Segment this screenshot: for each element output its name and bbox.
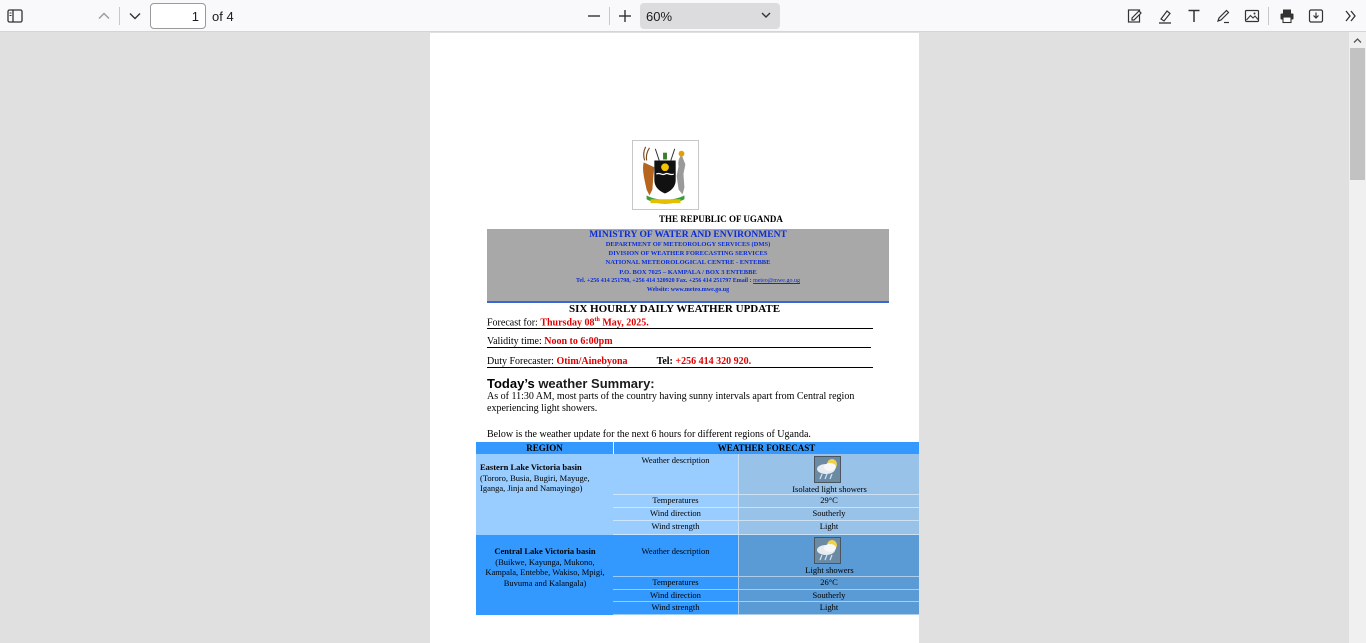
wind-direction-value: Southerly — [738, 508, 919, 521]
weather-description-cell — [738, 454, 919, 495]
tel-value: +256 414 320 920. — [675, 356, 752, 367]
centre-name: NATIONAL METEOROLOGICAL CENTRE - ENTEBBE — [605, 259, 771, 267]
postal-address: P.O. BOX 7025 – KAMPALA / BOX 3 ENTEBBE — [619, 268, 757, 276]
draw-icon[interactable] — [1211, 4, 1235, 28]
print-icon[interactable] — [1275, 4, 1299, 28]
summary-heading — [487, 376, 655, 391]
pdf-page — [430, 33, 919, 643]
below-text: Below is the weather update for the next 6 hours for different regions of Uganda. — [487, 429, 811, 440]
validity-field — [487, 336, 871, 348]
region-areas: (Tororo, Busia, Bugiri, Mayuge, Iganga, Jinja and Namayingo) — [480, 472, 590, 493]
weather-description-label: Weather description — [613, 454, 738, 495]
ministry-header-block — [487, 229, 889, 303]
temperatures-label: Temperatures — [613, 577, 738, 590]
zoom-in-icon[interactable] — [613, 4, 637, 28]
wind-strength-value: Light — [738, 602, 919, 615]
email-link[interactable]: meteo@mwe.go.ug — [753, 277, 800, 284]
region-block-central — [476, 535, 919, 615]
coat-of-arms-logo — [632, 140, 699, 210]
summary-heading-b: weather Summary: — [538, 376, 655, 391]
zoom-select[interactable] — [640, 3, 780, 29]
image-icon[interactable] — [1240, 4, 1264, 28]
forecast-for-label: Forecast for: — [487, 317, 538, 329]
validity-value: Noon to 6:00pm — [544, 336, 613, 347]
chevron-down-icon[interactable] — [123, 4, 147, 28]
summary-heading-a: Today’s — [487, 376, 535, 391]
contact-phones: Tel. +256 414 251798, +256 414 320920 Fax. +256 414 251797 Email : — [576, 277, 752, 284]
highlight-icon[interactable] — [1153, 4, 1177, 28]
toolbar-separator — [1268, 7, 1269, 25]
wind-direction-value: Southerly — [738, 590, 919, 602]
wind-direction-label: Wind direction — [613, 590, 738, 602]
region-cell — [476, 454, 613, 535]
region-cell — [476, 535, 613, 615]
temperature-value: 29°C — [738, 495, 919, 508]
contact-line — [487, 277, 889, 286]
chevron-down-icon — [760, 9, 772, 21]
duty-label: Duty Forecaster: — [487, 356, 554, 367]
wind-strength-value: Light — [738, 521, 919, 535]
region-name: Central Lake Victoria basin — [494, 546, 596, 556]
division-name: DIVISION OF WEATHER FORECASTING SERVICES — [608, 250, 768, 258]
rain-cloud-icon — [814, 456, 841, 483]
forecast-for-day: Thursday 08 — [540, 317, 595, 329]
region-block-eastern — [476, 454, 919, 535]
forecast-for-sup: th — [594, 317, 600, 323]
header-region: REGION — [476, 442, 613, 454]
forecast-for-rest: May, 2025. — [602, 317, 649, 329]
weather-description-value: Isolated light showers — [792, 484, 867, 494]
weather-description-label: Weather description — [613, 535, 738, 577]
chevron-up-icon[interactable] — [92, 4, 116, 28]
summary-text: As of 11:30 AM, most parts of the country having sunny intervals apart from Central region experiencing light showers. — [487, 391, 855, 414]
zoom-out-icon[interactable] — [582, 4, 606, 28]
republic-heading: THE REPUBLIC OF UGANDA — [659, 214, 783, 224]
duty-forecaster-field — [487, 356, 873, 368]
weather-description-cell — [738, 535, 919, 577]
scroll-up-icon[interactable] — [1353, 36, 1362, 45]
wind-direction-label: Wind direction — [613, 508, 738, 521]
sidebar-icon[interactable] — [3, 4, 27, 28]
temperatures-label: Temperatures — [613, 495, 738, 508]
page-count-label: of 4 — [212, 9, 234, 24]
header-forecast: WEATHER FORECAST — [613, 442, 919, 454]
forecast-for-field — [487, 317, 873, 329]
zoom-level: 60% — [646, 9, 673, 24]
department-name: DEPARTMENT OF METEOROLOGY SERVICES (DMS) — [605, 241, 771, 248]
temperature-value: 26°C — [738, 577, 919, 590]
tel-label: Tel: — [656, 356, 673, 367]
wind-strength-label: Wind strength — [613, 602, 738, 615]
ministry-name: MINISTRY OF WATER AND ENVIRONMENT — [589, 230, 787, 240]
edit-document-icon[interactable] — [1123, 4, 1147, 28]
page-number-input[interactable] — [150, 3, 206, 29]
wind-strength-label: Wind strength — [613, 521, 738, 535]
more-tools-icon[interactable] — [1339, 4, 1363, 28]
toolbar-separator — [119, 7, 120, 25]
region-name: Eastern Lake Victoria basin — [480, 462, 582, 472]
rain-cloud-icon — [814, 537, 841, 564]
toolbar-separator — [609, 7, 610, 25]
website-line: Website: www.meteo.mwe.go.ug — [646, 287, 730, 294]
validity-label: Validity time: — [487, 336, 542, 347]
save-icon[interactable] — [1304, 4, 1328, 28]
scrollbar-thumb[interactable] — [1350, 48, 1365, 180]
text-icon[interactable] — [1182, 4, 1206, 28]
document-title: SIX HOURLY DAILY WEATHER UPDATE — [568, 303, 781, 315]
pdf-toolbar — [0, 0, 1366, 32]
duty-value: Otim/Ainebyona — [556, 356, 628, 367]
weather-description-value: Light showers — [805, 565, 854, 575]
region-areas: (Buikwe, Kayunga, Mukono, Kampala, Entebbe, Wakiso, Mpigi, Buvuma and Kalangala) — [485, 556, 605, 588]
